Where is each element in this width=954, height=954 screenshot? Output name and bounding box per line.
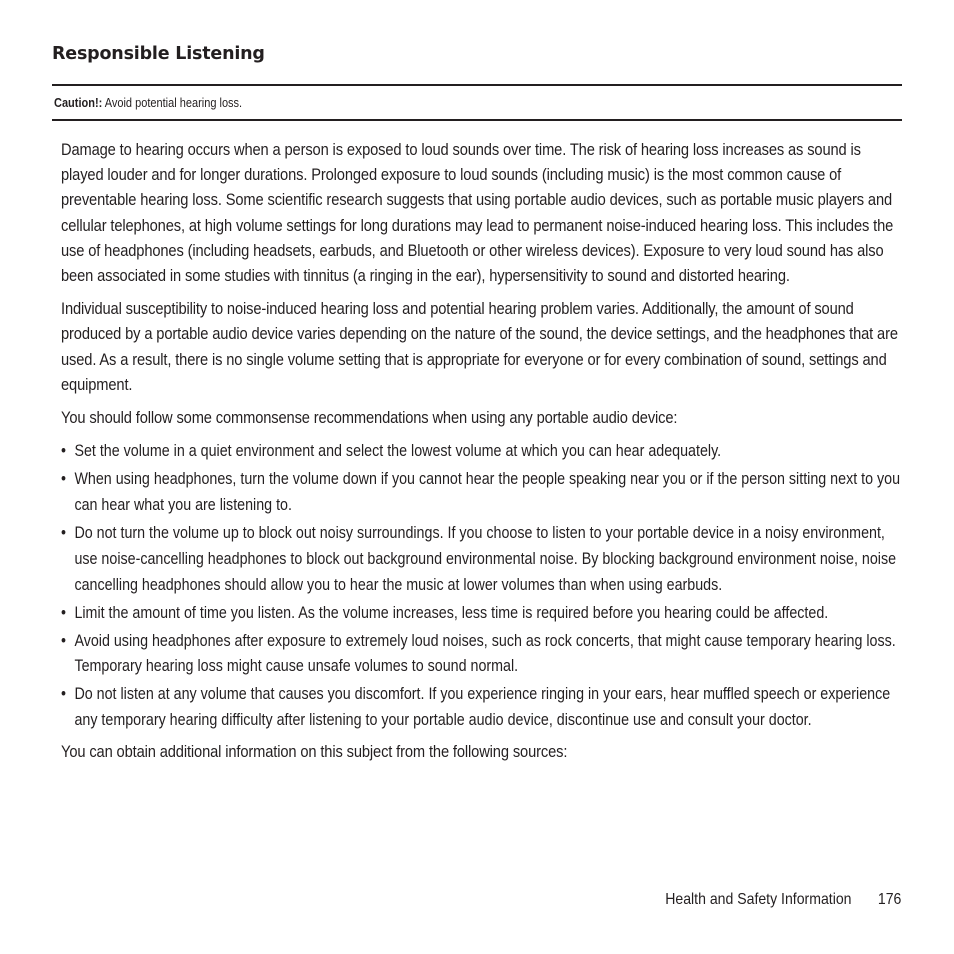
page-footer [665, 890, 901, 910]
list-item [61, 520, 905, 598]
bullet-icon: • [61, 630, 67, 650]
list-item-text: When using headphones, turn the volume down if you cannot hear the people speaking near you or if the person sitting next to you can hear what you are listening to. [74, 469, 901, 515]
list-item [61, 628, 905, 680]
list-item [61, 438, 905, 464]
list-item-text: Avoid using headphones after exposure to extremely loud noises, such as rock concerts, that might cause temporary hearing loss. Temporary hearing loss might cause unsafe volumes to sound normal. [74, 630, 896, 676]
paragraph-recommendations-intro: You should follow some commonsense recommendations when using any portable audio device: [61, 408, 678, 428]
bullet-icon: • [61, 441, 67, 461]
footer-section-name: Health and Safety Information [664, 891, 852, 908]
paragraph-hearing-damage: Damage to hearing occurs when a person is exposed to loud sounds over time. The risk of hearing loss increases as sound is played louder and for longer durations. Prolonged exposure to loud sounds (including music) is the most common cause of preventable hearing loss. Some scientific research suggests that using portable audio devices, such as portable music players and cellular telephones, at high volume settings for long durations may lead to permanent noise-induced hearing loss. This includes the use of headphones (including headsets, earbuds, and Bluetooth or other wireless devices). Exposure to very loud sound has also been associated in some studies with tinnitus (a ringing in the ear), hypersensitivity to sound and distorted hearing. [61, 140, 894, 286]
bullet-icon: • [61, 602, 67, 622]
caution-label: Caution!: [54, 96, 103, 110]
recommendations-list [61, 438, 905, 733]
caution-box [52, 84, 902, 121]
section-title: Responsible Listening [52, 44, 265, 64]
list-item [61, 681, 905, 733]
caution-message: Avoid potential hearing loss. [102, 96, 243, 110]
page-number: 176 [877, 891, 901, 908]
caution-note [54, 96, 242, 111]
list-item-text: Do not turn the volume up to block out noisy surroundings. If you choose to listen to your portable device in a noisy environment, use noise-cancelling headphones to block out background environmental noise. By blocking background environment noise, noise cancelling headphones should allow you to hear the music at lower volumes than when using earbuds. [74, 522, 897, 594]
list-item-text: Do not listen at any volume that causes you discomfort. If you experience ringing in your ears, hear muffled speech or experience any temporary hearing difficulty after listening to your portable audio device, discontinue use and consult your doctor. [74, 684, 891, 730]
paragraph-susceptibility: Individual susceptibility to noise-induced hearing loss and potential hearing problem varies. Additionally, the amount of sound produced by a portable audio device varies depending on the nature of the sound, the device settings, and the headphones that are used. As a result, there is no single volume setting that is appropriate for everyone or for every combination of sound, settings and equipment. [61, 299, 898, 394]
bullet-icon: • [61, 684, 67, 704]
list-item [61, 466, 905, 518]
bullet-icon: • [61, 522, 67, 542]
body-content [61, 137, 905, 772]
list-item-text: Set the volume in a quiet environment and select the lowest volume at which you can hear adequately. [74, 441, 722, 461]
list-item-text: Limit the amount of time you listen. As the volume increases, less time is required before you hearing could be affected. [74, 602, 829, 622]
bullet-icon: • [61, 469, 67, 489]
paragraph-closing: You can obtain additional information on this subject from the following sources: [61, 742, 568, 762]
list-item [61, 600, 905, 626]
